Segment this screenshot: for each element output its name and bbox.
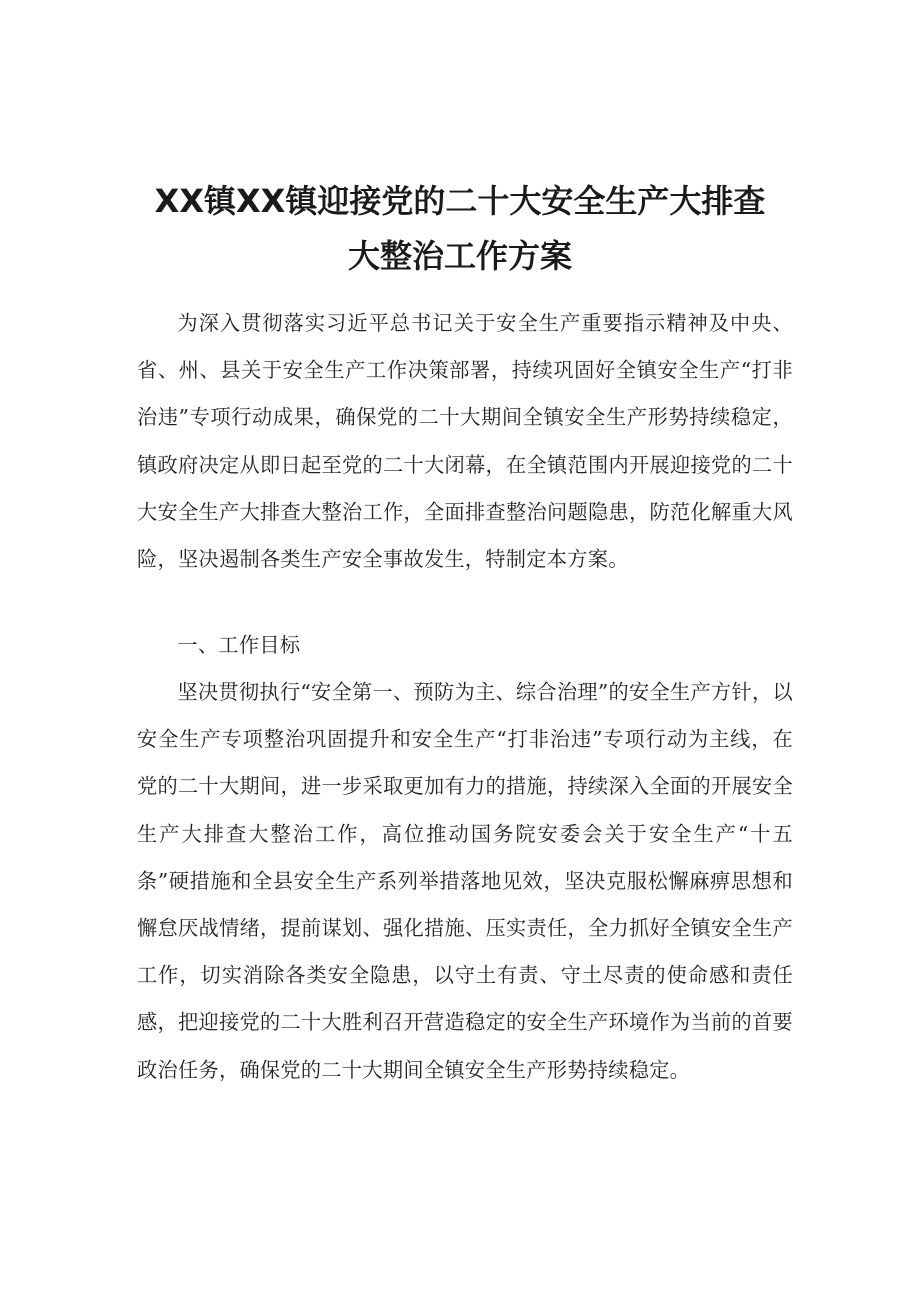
section-heading-work-goals: 一、工作目标 <box>177 633 301 657</box>
document-title-line-1: XX镇XX镇迎接党的二十大安全生产大排查 <box>154 182 766 220</box>
work-goals-paragraph: 坚决贯彻执行“安全第一、预防为主、综合治理”的安全生产方针，以安全生产专项整治巩固提升和安全生产“打非治违”专项行动为主线，在党的二十大期间，进一步采取更加有力的措施，持续深入全面的开展安全生产大排查大整治工作，高位推动国务院安委会关于安全生产“十五条”硬措施和全县安全生产系列举措落地见效，坚决克服松懈麻痹思想和懈怠厌战情绪，提前谋划、强化措施、压实责任，全力抓好全镇安全生产工作，切实消除各类安全隐患，以守土有责、守土尽责的使命感和责任感，把迎接党的二十大胜利召开营造稳定的安全生产环境作为当前的首要政治任务，确保党的二十大期间全镇安全生产形势持续稳定。 <box>137 680 793 1082</box>
intro-paragraph: 为深入贯彻落实习近平总书记关于安全生产重要指示精神及中央、省、州、县关于安全生产工作决策部署，持续巩固好全镇安全生产“打非治违”专项行动成果，确保党的二十大期间全镇安全生产形势持续稳定，镇政府决定从即日起至党的二十大闭幕，在全镇范围内开展迎接党的二十大安全生产大排查大整治工作，全面排查整治问题隐患，防范化解重大风险，坚决遏制各类生产安全事故发生，特制定本方案。 <box>137 311 793 572</box>
document-title-line-2: 大整治工作方案 <box>347 237 572 275</box>
